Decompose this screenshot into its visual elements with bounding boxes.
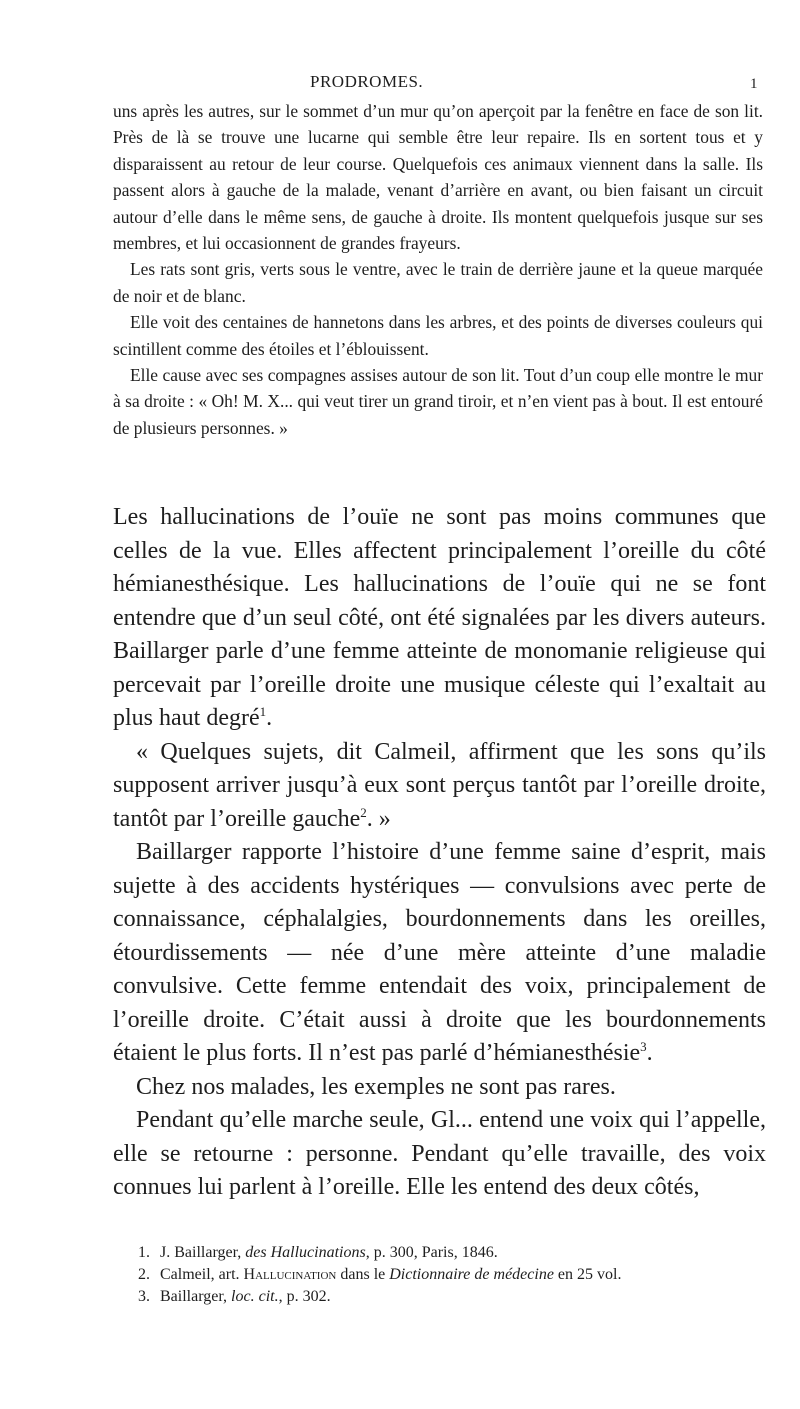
footnotes [138, 1242, 778, 1308]
footnote-title: loc. cit. [231, 1288, 279, 1305]
paragraph-end: . » [366, 805, 391, 832]
footnote-details: en 25 vol. [557, 1266, 622, 1283]
footnote-entry-word: Hallucination [243, 1266, 337, 1283]
quoted-observation [113, 98, 763, 441]
body-paragraph [113, 1071, 766, 1105]
footnote-reference[interactable]: 3 [640, 1039, 647, 1054]
body-paragraph [113, 501, 766, 736]
footnote-details: , p. 302. [278, 1288, 331, 1305]
footnote-number: 3. [138, 1288, 150, 1305]
footnote [138, 1286, 778, 1308]
footnote-author: Baillarger, [160, 1288, 228, 1305]
running-title: PRODROMES. [310, 72, 424, 91]
footnote-author: J. Baillarger, [160, 1244, 242, 1261]
paragraph-text: « Quelques sujets, dit Calmeil, affirment que les sons qu’ils supposent arriver jusqu’à eux sont perçus tantôt par l’oreille droite, tantôt par l’oreille gauche [113, 738, 766, 832]
paragraph-end: . [266, 705, 273, 731]
footnote-title: Dictionnaire de médecine [389, 1266, 554, 1283]
page-number: 1 [750, 76, 758, 92]
footnote-title: des Hallucinations [245, 1244, 366, 1261]
quote-paragraph: uns après les autres, sur le sommet d’un mur qu’on aperçoit par la fenêtre en face de son lit. Près de là se trouve une lucarne qui semble être leur repaire. Ils en sortent tous et y disparaissent au retour de leur course. Quelquefois ces animaux viennent dans la salle. Ils passent alors à gauche de la malade, venant d’arrière en avant, ou bien faisant un circuit autour d’elle dans le même sens, de gauche à droite. Ils montent quelquefois jusque sur ses membres, et lui occasionnent de grandes frayeurs. [113, 101, 763, 254]
footnote-connector: dans le [340, 1266, 386, 1283]
paragraph-text: Pendant qu’elle marche seule, Gl... entend une voix qui l’appelle, elle se retourne : personne. Pendant qu’elle travaille, des voix connues lui parlent à l’oreille. Elle les entend des deux côtés, [113, 1107, 766, 1200]
quote-paragraph: Les rats sont gris, verts sous le ventre, avec le train de derrière jaune et la queue marquée de noir et de blanc. [113, 259, 763, 306]
paragraph-text: Baillarger rapporte l’histoire d’une femme saine d’esprit, mais sujette à des accidents hystériques — convulsions avec perte de connaissance, céphalalgies, bourdonnements dans les oreilles, étourdissements — née d’une mère atteinte d’une maladie convulsive. Cette femme entendait des voix, principalement de l’oreille droite. C’était aussi à droite que les bourdonnements étaient le plus forts. Il n’est pas parlé d’hémianesthésie [113, 839, 766, 1066]
quote-paragraph: Elle voit des centaines de hannetons dans les arbres, et des points de diverses couleurs qui scintillent comme des étoiles et l’éblouissent. [113, 312, 763, 359]
main-text [113, 501, 766, 1205]
paragraph-text: Chez nos malades, les exemples ne sont pas rares. [136, 1073, 616, 1100]
paragraph-end: . [646, 1040, 653, 1066]
body-paragraph [113, 736, 766, 837]
footnote-number: 2. [138, 1266, 150, 1283]
footnote [138, 1242, 778, 1264]
paragraph-text: Les hallucinations de l’ouïe ne sont pas moins communes que celles de la vue. Elles affectent principalement l’oreille du côté hémianesthésique. Les hallucinations de l’ouïe qui ne se font entendre que d’un seul côté, ont été signalées par les divers auteurs. Baillarger parle d’une femme atteinte de monomanie religieuse qui percevait par l’oreille droite une musique céleste qui l’exaltait au plus haut degré [113, 504, 766, 731]
body-paragraph [113, 836, 766, 1071]
footnote [138, 1264, 778, 1286]
footnote-reference[interactable]: 2 [360, 804, 367, 820]
footnote-details: , p. 300, Paris, 1846. [365, 1244, 498, 1261]
footnote-reference[interactable]: 1 [259, 704, 267, 719]
body-paragraph [113, 1104, 766, 1205]
quote-paragraph: Elle cause avec ses compagnes assises autour de son lit. Tout d’un coup elle montre le mur à sa droite : « Oh! M. X... qui veut tirer un grand tiroir, et n’en vient pas à bout. Il est entouré de plusieurs personnes. » [113, 365, 763, 438]
footnote-number: 1. [138, 1244, 150, 1261]
footnote-author: Calmeil, art. [160, 1266, 240, 1283]
